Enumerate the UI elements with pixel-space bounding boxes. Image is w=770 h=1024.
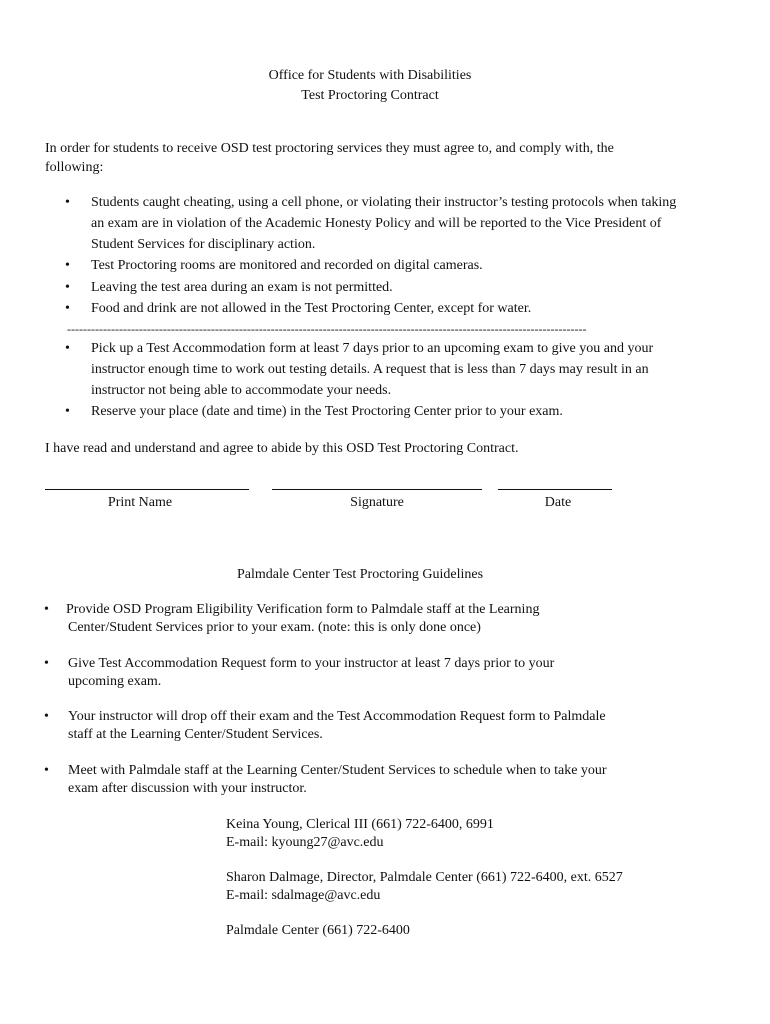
- agreement-text: I have read and understand and agree to abide by this OSD Test Proctoring Contract.: [45, 441, 519, 456]
- guideline-3-line-2: staff at the Learning Center/Student Services.: [68, 727, 323, 742]
- bullet-glyph: •: [65, 341, 70, 356]
- bullet-glyph: •: [44, 709, 49, 724]
- bullet-glyph: •: [44, 763, 49, 778]
- contact-sharon-email[interactable]: E-mail: sdalmage@avc.edu: [226, 888, 381, 903]
- rule-5-line-2: instructor enough time to work out testing details. A request that is less than 7 days may result in an: [91, 362, 649, 377]
- rule-3-line-1: Leaving the test area during an exam is not permitted.: [91, 280, 393, 295]
- contact-keina-young: Keina Young, Clerical III (661) 722-6400, 6991: [226, 817, 494, 832]
- bullet-glyph: •: [65, 301, 70, 316]
- rule-2-line-1: Test Proctoring rooms are monitored and recorded on digital cameras.: [91, 258, 483, 273]
- guideline-2-line-2: upcoming exam.: [68, 674, 162, 689]
- header-line-1: Office for Students with Disabilities: [268, 68, 472, 83]
- bullet-glyph: •: [65, 404, 70, 419]
- header-line-2: Test Proctoring Contract: [301, 88, 439, 103]
- rule-1-line-1: Students caught cheating, using a cell phone, or violating their instructor’s testing protocols when taking: [91, 195, 677, 210]
- guideline-3-line-1: Your instructor will drop off their exam and the Test Accommodation Request form to Palmdale: [68, 709, 606, 724]
- rule-4-line-1: Food and drink are not allowed in the Test Proctoring Center, except for water.: [91, 301, 532, 316]
- rule-1-line-2: an exam are in violation of the Academic Honesty Policy and will be reported to the Vice President of: [91, 216, 662, 231]
- rule-6-line-1: Reserve your place (date and time) in the Test Proctoring Center prior to your exam.: [91, 404, 563, 419]
- bullet-glyph: •: [44, 602, 49, 617]
- intro-line-1: In order for students to receive OSD test proctoring services they must agree to, and comply with, the: [45, 141, 614, 156]
- guideline-2-line-1: Give Test Accommodation Request form to your instructor at least 7 days prior to your: [68, 656, 555, 671]
- contact-sharon-dalmage: Sharon Dalmage, Director, Palmdale Center (661) 722-6400, ext. 6527: [226, 870, 623, 885]
- guidelines-title: Palmdale Center Test Proctoring Guidelines: [236, 567, 484, 582]
- contact-keina-email[interactable]: E-mail: kyoung27@avc.edu: [226, 835, 384, 850]
- date-label: Date: [544, 495, 572, 510]
- intro-line-2: following:: [45, 160, 104, 175]
- bullet-glyph: •: [65, 195, 70, 210]
- guideline-1-line-2: Center/Student Services prior to your exam. (note: this is only done once): [68, 620, 481, 635]
- guideline-4-line-1: Meet with Palmdale staff at the Learning Center/Student Services to schedule when to take your: [68, 763, 607, 778]
- rule-5-line-1: Pick up a Test Accommodation form at least 7 days prior to an upcoming exam to give you and your: [91, 341, 654, 356]
- rule-1-line-3: Student Services for disciplinary action.: [91, 237, 316, 252]
- signature-label: Signature: [350, 495, 404, 510]
- date-line[interactable]: [498, 489, 612, 490]
- bullet-glyph: •: [44, 656, 49, 671]
- print-name-label: Print Name: [107, 495, 173, 510]
- contact-palmdale-center: Palmdale Center (661) 722-6400: [226, 923, 410, 938]
- signature-line[interactable]: [272, 489, 482, 490]
- bullet-glyph: •: [65, 258, 70, 273]
- rule-5-line-3: instructor not being able to accommodate your needs.: [91, 383, 392, 398]
- guideline-1-line-1: Provide OSD Program Eligibility Verification form to Palmdale staff at the Learning: [66, 602, 540, 617]
- bullet-glyph: •: [65, 280, 70, 295]
- print-name-line[interactable]: [45, 489, 249, 490]
- dashed-separator: ----------------------------------------------------------------------------------------------------------------------------------: [67, 322, 587, 336]
- guideline-4-line-2: exam after discussion with your instructor.: [68, 781, 307, 796]
